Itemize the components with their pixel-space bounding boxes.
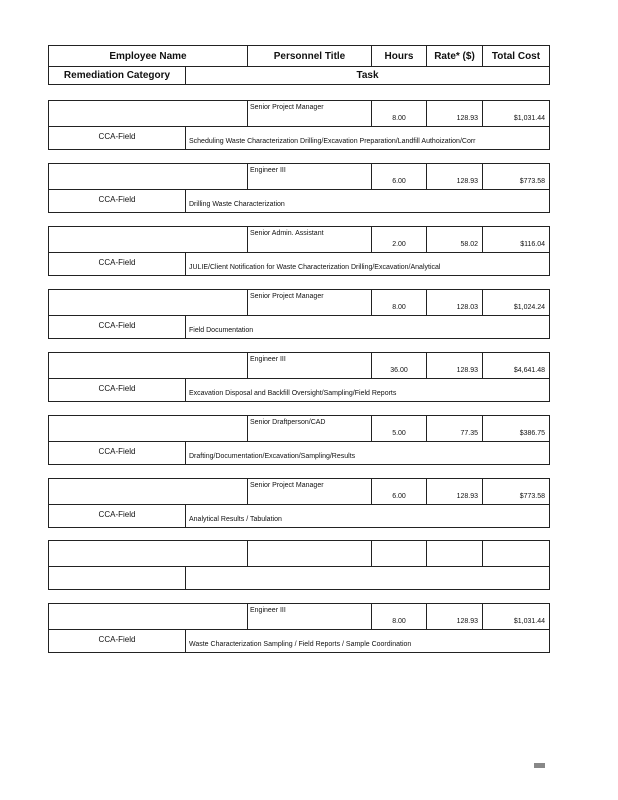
total-cost-cell: $386.75 bbox=[519, 430, 545, 437]
personnel-title-cell: Senior Project Manager bbox=[248, 101, 372, 126]
personnel-title-cell: Engineer III bbox=[248, 604, 372, 629]
record-9 bbox=[48, 603, 550, 653]
total-cost-cell: $1,031.44 bbox=[513, 115, 545, 122]
rate-cell: 128.93 bbox=[427, 101, 483, 126]
record-7 bbox=[48, 478, 550, 528]
record-1 bbox=[48, 100, 550, 150]
employee-name-cell bbox=[49, 416, 248, 441]
hours-cell: 2.00 bbox=[372, 227, 427, 252]
rate-cell: 128.93 bbox=[427, 164, 483, 189]
employee-name-cell bbox=[49, 101, 248, 126]
remediation-category-cell: CCA-Field bbox=[49, 505, 186, 528]
task-cell: Scheduling Waste Characterization Drilling/Excavation Preparation/Landfill Authoization/Corr bbox=[189, 138, 476, 145]
remediation-category-cell: CCA-Field bbox=[49, 190, 186, 213]
personnel-title-cell: Senior Admin. Assistant bbox=[248, 227, 372, 252]
employee-name-cell bbox=[49, 290, 248, 315]
remediation-category-cell bbox=[49, 567, 186, 590]
task-cell: Excavation Disposal and Backfill Oversight/Sampling/Field Reports bbox=[189, 390, 397, 397]
record-3 bbox=[48, 226, 550, 276]
rate-cell: 128.03 bbox=[427, 290, 483, 315]
total-cost-cell: $773.58 bbox=[519, 178, 545, 185]
scan-mark bbox=[534, 763, 545, 768]
task-cell bbox=[186, 567, 549, 590]
record-6 bbox=[48, 415, 550, 465]
personnel-title-cell: Senior Draftperson/CAD bbox=[248, 416, 372, 441]
hours-cell: 8.00 bbox=[372, 290, 427, 315]
hours-header: Hours bbox=[372, 46, 427, 66]
rate-cell: 77.35 bbox=[427, 416, 483, 441]
hours-cell: 8.00 bbox=[372, 101, 427, 126]
record-4 bbox=[48, 289, 550, 339]
employee-name-cell bbox=[49, 604, 248, 629]
personnel-title-cell: Engineer III bbox=[248, 353, 372, 378]
task-cell: JULIE/Client Notification for Waste Characterization Drilling/Excavation/Analytical bbox=[189, 264, 441, 271]
header-row-1 bbox=[49, 46, 549, 67]
task-cell: Drafting/Documentation/Excavation/Sampling/Results bbox=[189, 453, 356, 460]
record-8-blank bbox=[48, 540, 550, 590]
rate-cell: 58.02 bbox=[427, 227, 483, 252]
total-cost-cell: $773.58 bbox=[519, 493, 545, 500]
table-header bbox=[48, 45, 550, 85]
employee-name-cell bbox=[49, 164, 248, 189]
employee-name-cell bbox=[49, 227, 248, 252]
rate-cell bbox=[427, 541, 483, 566]
hours-cell: 36.00 bbox=[372, 353, 427, 378]
total-cost-cell: $1,031.44 bbox=[513, 618, 545, 625]
personnel-title-cell: Senior Project Manager bbox=[248, 479, 372, 504]
remediation-category-header: Remediation Category bbox=[49, 66, 186, 85]
personnel-title-cell: Engineer III bbox=[248, 164, 372, 189]
hours-cell: 6.00 bbox=[372, 164, 427, 189]
task-cell: Drilling Waste Characterization bbox=[189, 201, 285, 208]
remediation-category-cell: CCA-Field bbox=[49, 316, 186, 339]
task-cell: Waste Characterization Sampling / Field Reports / Sample Coordination bbox=[189, 641, 412, 648]
employee-name-cell bbox=[49, 479, 248, 504]
task-cell: Analytical Results / Tabulation bbox=[189, 516, 282, 523]
employee-name-cell bbox=[49, 541, 248, 566]
remediation-category-cell: CCA-Field bbox=[49, 379, 186, 402]
total-cost-cell bbox=[483, 541, 549, 566]
hours-cell: 5.00 bbox=[372, 416, 427, 441]
employee-name-cell bbox=[49, 353, 248, 378]
hours-cell: 8.00 bbox=[372, 604, 427, 629]
total-cost-cell: $1,024.24 bbox=[513, 304, 545, 311]
employee-name-header: Employee Name bbox=[49, 46, 248, 66]
rate-cell: 128.93 bbox=[427, 479, 483, 504]
remediation-category-cell: CCA-Field bbox=[49, 630, 186, 653]
remediation-category-cell: CCA-Field bbox=[49, 253, 186, 276]
record-5 bbox=[48, 352, 550, 402]
remediation-category-cell: CCA-Field bbox=[49, 127, 186, 150]
rate-header: Rate* ($) bbox=[427, 46, 483, 66]
rate-cell: 128.93 bbox=[427, 604, 483, 629]
total-cost-cell: $4,641.48 bbox=[513, 367, 545, 374]
hours-cell bbox=[372, 541, 427, 566]
remediation-category-cell: CCA-Field bbox=[49, 442, 186, 465]
header-row-2 bbox=[49, 66, 549, 85]
record-2 bbox=[48, 163, 550, 213]
total-cost-header: Total Cost bbox=[491, 50, 541, 62]
hours-cell: 6.00 bbox=[372, 479, 427, 504]
personnel-title-cell bbox=[248, 541, 372, 566]
task-cell: Field Documentation bbox=[189, 327, 254, 334]
task-header: Task bbox=[356, 70, 379, 81]
personnel-title-cell: Senior Project Manager bbox=[248, 290, 372, 315]
rate-cell: 128.93 bbox=[427, 353, 483, 378]
personnel-title-header: Personnel Title bbox=[248, 46, 372, 66]
total-cost-cell: $116.04 bbox=[520, 241, 545, 248]
